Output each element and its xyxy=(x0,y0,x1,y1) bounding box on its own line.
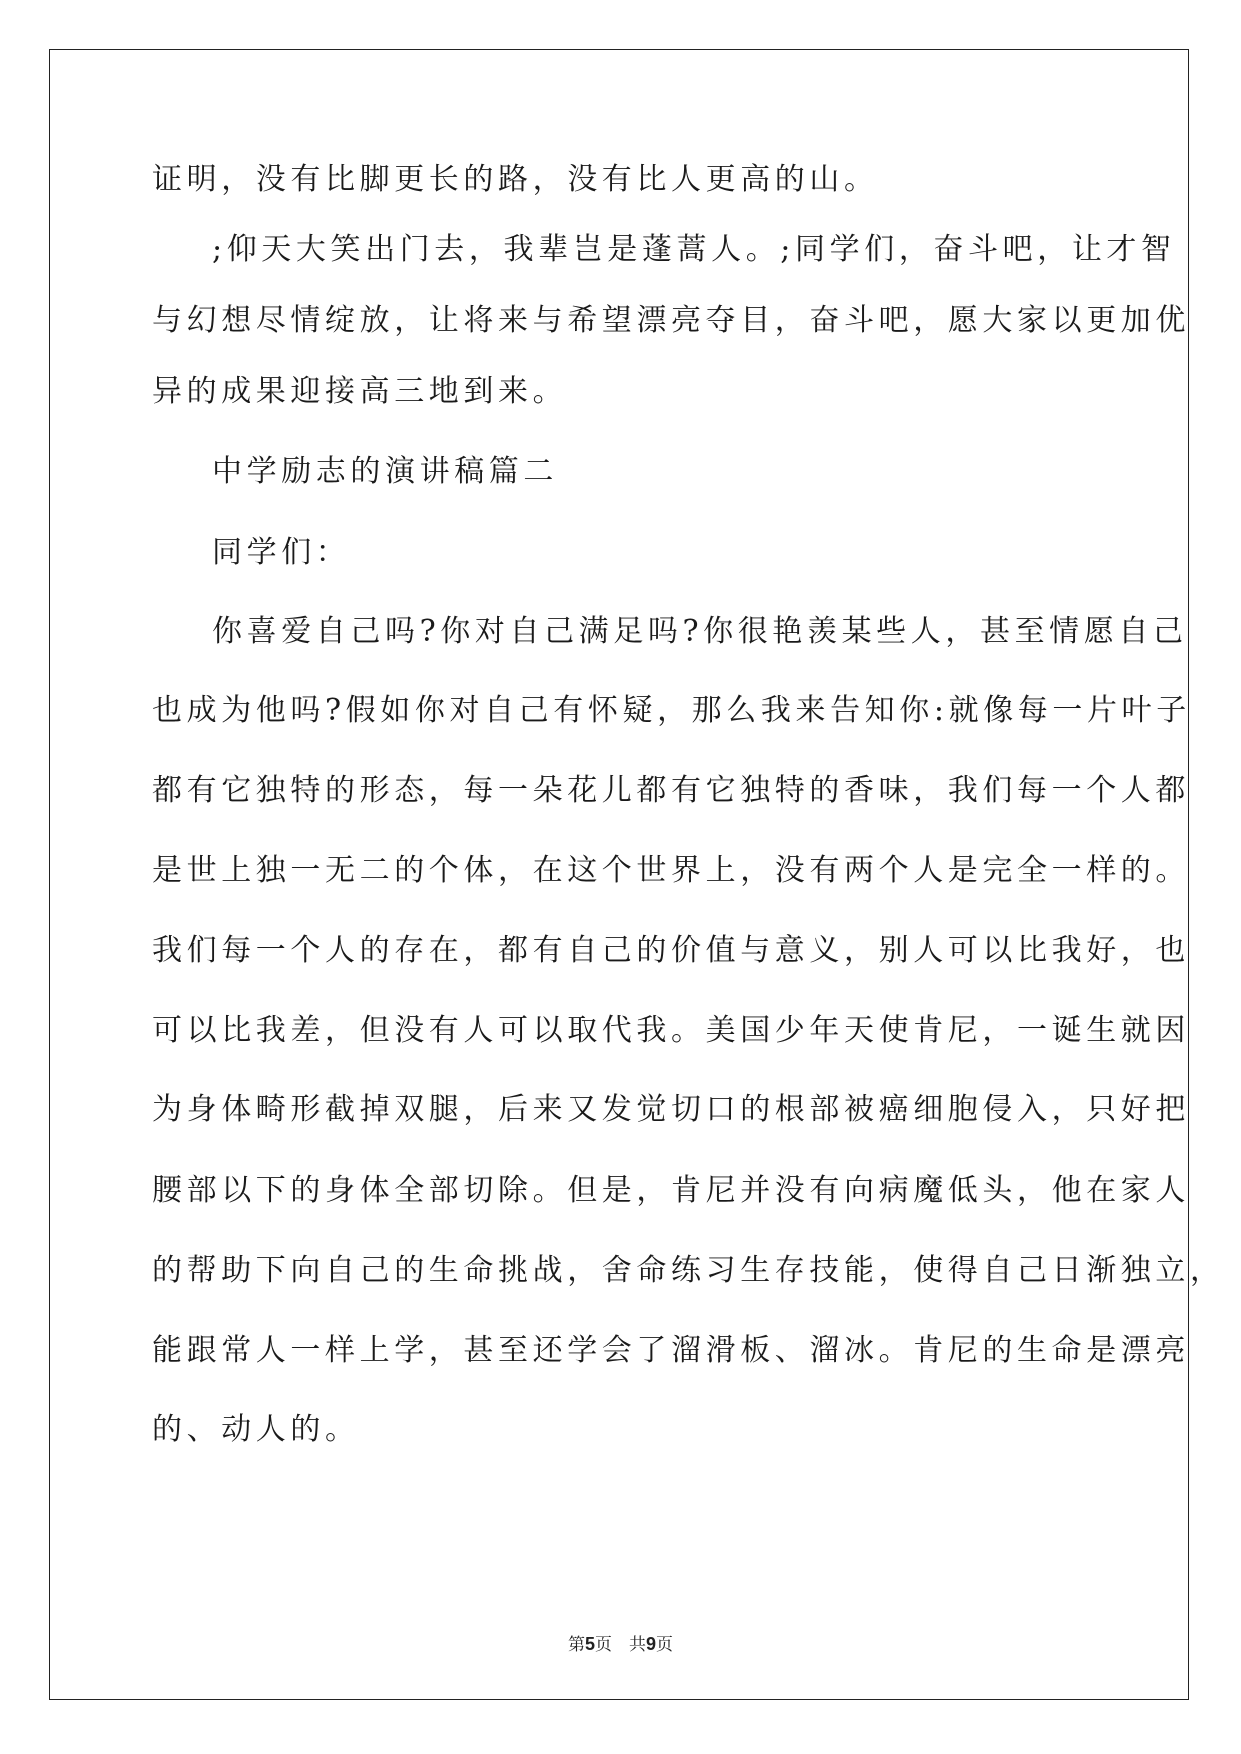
text-line: ;仰天大笑出门去，我辈岂是蓬蒿人。;同学们，奋斗吧，让才智 xyxy=(212,232,1176,267)
text-line: 异的成果迎接高三地到来。 xyxy=(152,374,568,409)
text-line: 可以比我差，但没有人可以取代我。美国少年天使肯尼，一诞生就因 xyxy=(152,1013,1190,1048)
text-line: 也成为他吗?假如你对自己有怀疑，那么我来告知你:就像每一片叶子 xyxy=(152,693,1191,728)
text-line: 是世上独一无二的个体，在这个世界上，没有两个人是完全一样的。 xyxy=(152,853,1190,888)
text-line: 你喜爱自己吗?你对自己满足吗?你很艳羡某些人，甚至情愿自己 xyxy=(212,614,1188,649)
page-number-footer xyxy=(0,1630,1241,1655)
total-page-number: 9 xyxy=(646,1634,657,1654)
text-line: 与幻想尽情绽放，让将来与希望漂亮夺目，奋斗吧，愿大家以更加优 xyxy=(152,303,1190,338)
text-line: 的、动人的。 xyxy=(152,1412,360,1447)
text-line: 能跟常人一样上学，甚至还学会了溜滑板、溜冰。肯尼的生命是漂亮 xyxy=(152,1333,1190,1368)
page-suffix: 页 xyxy=(656,1635,674,1655)
text-line: 腰部以下的身体全部切除。但是，肯尼并没有向病魔低头，他在家人 xyxy=(152,1173,1190,1208)
salutation: 同学们： xyxy=(212,535,351,570)
section-heading: 中学励志的演讲稿篇二 xyxy=(212,454,558,489)
text-line: 都有它独特的形态，每一朵花儿都有它独特的香味，我们每一个人都 xyxy=(152,773,1190,808)
current-page-number: 5 xyxy=(584,1634,595,1654)
page-mid: 页 共 xyxy=(595,1635,646,1655)
text-line: 的帮助下向自己的生命挑战，舍命练习生存技能，使得自己日渐独立， xyxy=(152,1253,1225,1288)
text-line: 我们每一个人的存在，都有自己的价值与意义，别人可以比我好，也 xyxy=(152,933,1190,968)
page-prefix: 第 xyxy=(567,1635,585,1655)
text-line: 为身体畸形截掉双腿，后来又发觉切口的根部被癌细胞侵入，只好把 xyxy=(152,1092,1190,1127)
text-line: 证明，没有比脚更长的路，没有比人更高的山。 xyxy=(152,162,879,197)
